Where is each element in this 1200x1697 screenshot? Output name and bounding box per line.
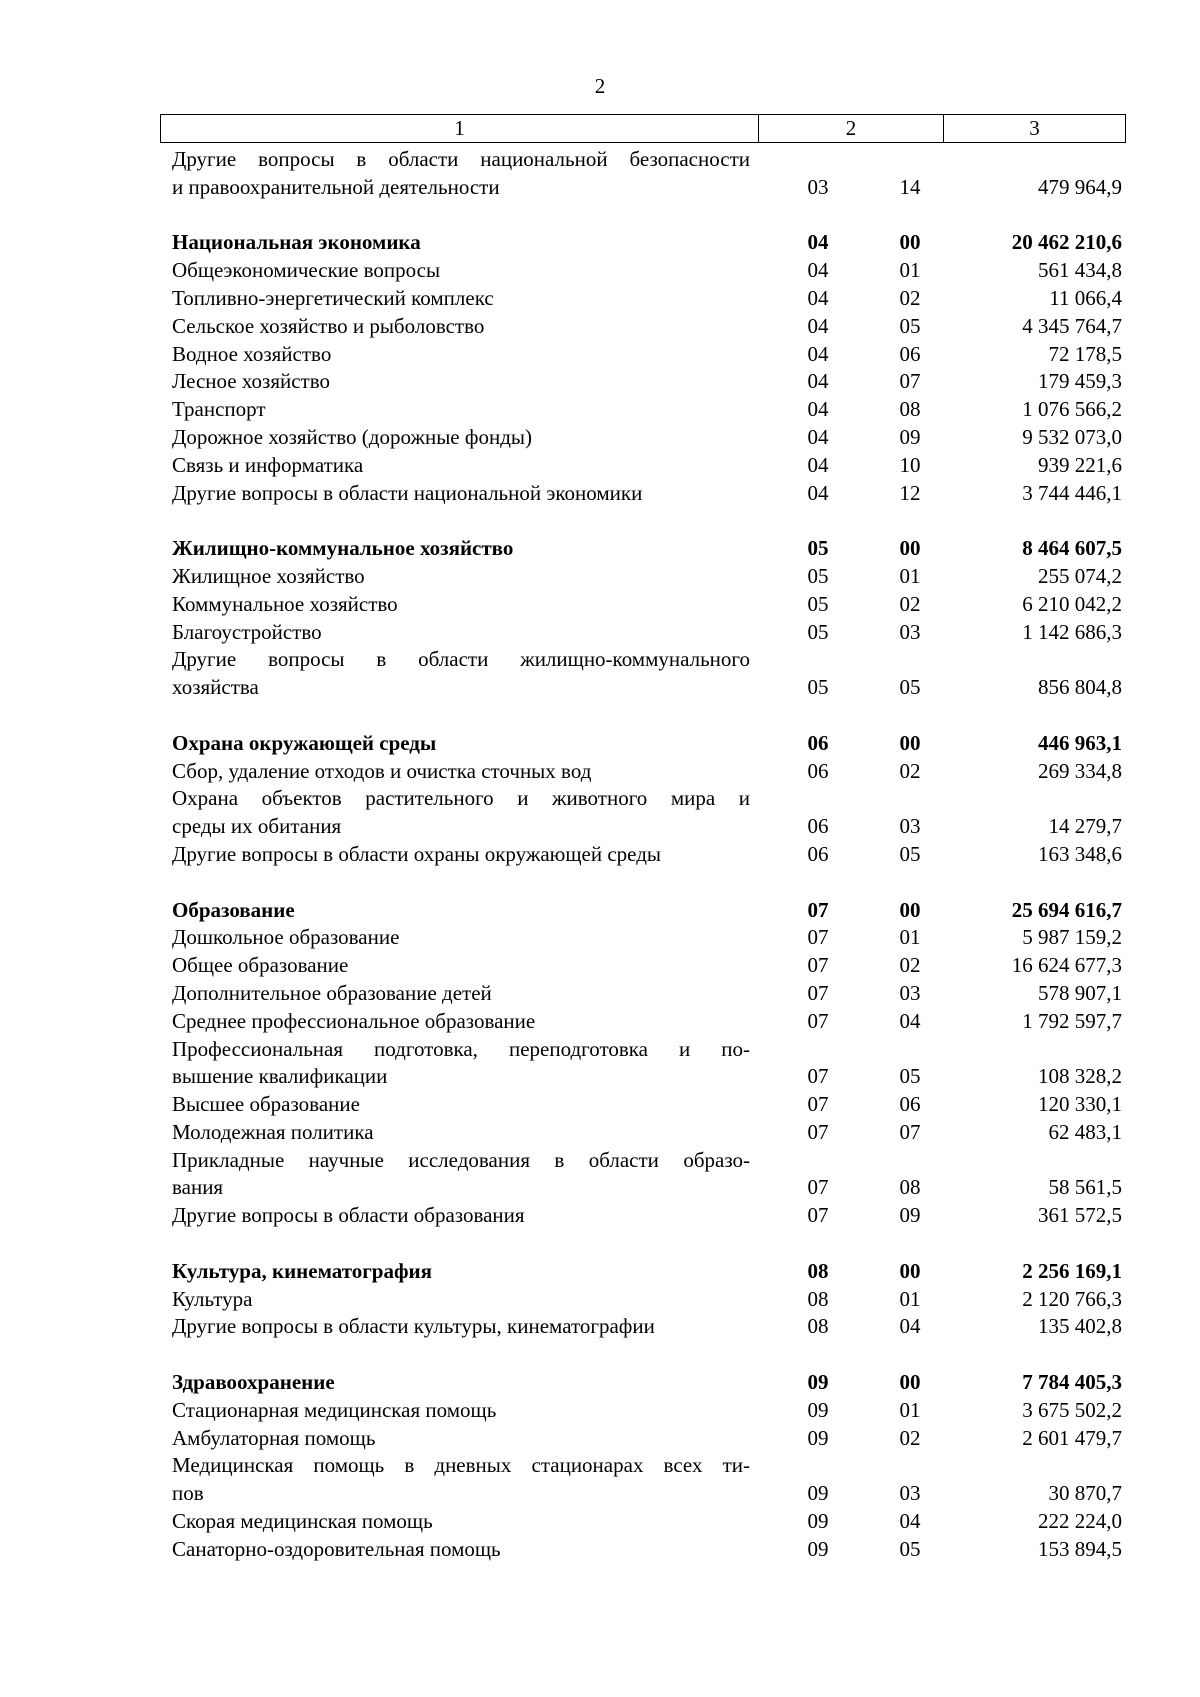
row-name-line: Топливно-энергетический комплекс xyxy=(172,285,494,310)
row-name-line: хозяйства xyxy=(172,675,259,700)
row-amount: 153 894,5 xyxy=(1038,1536,1122,1561)
section-row xyxy=(172,897,1122,925)
row-subsection-code: 00 xyxy=(899,1258,921,1283)
section-row xyxy=(172,1369,1122,1397)
row-section-code: 04 xyxy=(807,313,829,338)
row-subsection-code: 08 xyxy=(899,1175,921,1200)
row-amount: 20 462 210,6 xyxy=(1011,230,1122,255)
page-number: 2 xyxy=(594,74,606,98)
row-subsection-code: 02 xyxy=(899,758,921,783)
row-name-line: Дошкольное образование xyxy=(172,925,400,950)
row-section-code: 04 xyxy=(807,285,829,310)
row-subsection-code: 06 xyxy=(899,1092,921,1117)
row-name-line: Национальная экономика xyxy=(172,230,421,255)
row-amount: 6 210 042,2 xyxy=(1022,591,1122,616)
row-name-line: Охрана объектов растительного и животного мира и xyxy=(172,786,750,811)
row-amount: 269 334,8 xyxy=(1038,758,1122,783)
row-name-line: Здравоохранение xyxy=(172,1370,335,1395)
row-subsection-code: 07 xyxy=(899,369,921,394)
row-subsection-code: 03 xyxy=(899,980,921,1005)
row-name-line: Связь и информатика xyxy=(172,452,364,477)
row-amount: 9 532 073,0 xyxy=(1022,424,1122,449)
row-name-line: Культура, кинематография xyxy=(172,1258,432,1283)
row-section-code: 04 xyxy=(807,452,829,477)
row-name xyxy=(172,1452,750,1508)
table-row xyxy=(172,1202,1122,1230)
row-name-line: Транспорт xyxy=(172,397,266,422)
row-section-code: 07 xyxy=(807,1203,829,1228)
row-name-line: пов xyxy=(172,1481,204,1506)
table-row xyxy=(172,146,1122,202)
row-subsection-code: 14 xyxy=(899,174,921,199)
row-subsection-code: 05 xyxy=(899,1064,921,1089)
row-section-code: 04 xyxy=(807,230,829,255)
row-subsection-code: 01 xyxy=(899,563,921,588)
row-name xyxy=(172,841,750,869)
row-name-line: Дорожное хозяйство (дорожные фонды) xyxy=(172,424,533,449)
row-name xyxy=(172,1536,750,1564)
row-subsection-code: 02 xyxy=(899,285,921,310)
table-row xyxy=(172,563,1122,591)
row-name xyxy=(172,452,750,480)
table-row xyxy=(172,313,1122,341)
row-section-code: 09 xyxy=(807,1481,829,1506)
table-row xyxy=(172,368,1122,396)
row-section-code: 05 xyxy=(807,591,829,616)
row-section-code: 05 xyxy=(807,536,829,561)
section-row xyxy=(172,229,1122,257)
row-name-line: Другие вопросы в области образования xyxy=(172,1203,525,1228)
row-name-line: Лесное хозяйство xyxy=(172,369,330,394)
row-name-line: Жилищное хозяйство xyxy=(172,563,365,588)
row-subsection-code: 08 xyxy=(899,397,921,422)
row-subsection-code: 01 xyxy=(899,258,921,283)
row-amount: 255 074,2 xyxy=(1038,563,1122,588)
table-row xyxy=(172,952,1122,980)
row-section-code: 04 xyxy=(807,369,829,394)
row-name-line: Водное хозяйство xyxy=(172,341,332,366)
table-row xyxy=(172,1425,1122,1453)
table-row xyxy=(172,257,1122,285)
row-subsection-code: 02 xyxy=(899,591,921,616)
row-amount: 11 066,4 xyxy=(1049,285,1122,310)
row-name-line: Высшее образование xyxy=(172,1092,360,1117)
row-amount: 30 870,7 xyxy=(1048,1481,1122,1506)
row-amount: 2 120 766,3 xyxy=(1022,1286,1122,1311)
table-row xyxy=(172,1147,1122,1203)
row-amount: 4 345 764,7 xyxy=(1022,313,1122,338)
row-amount: 163 348,6 xyxy=(1038,841,1122,866)
row-section-code: 09 xyxy=(807,1370,829,1395)
row-amount: 72 178,5 xyxy=(1048,341,1122,366)
row-section-code: 05 xyxy=(807,563,829,588)
row-name xyxy=(172,1508,750,1536)
row-name xyxy=(172,730,750,758)
row-amount: 3 675 502,2 xyxy=(1022,1397,1122,1422)
row-subsection-code: 05 xyxy=(899,313,921,338)
row-name-line: Дополнительное образование детей xyxy=(172,980,492,1005)
row-name xyxy=(172,1119,750,1147)
row-section-code: 06 xyxy=(807,814,829,839)
row-section-code: 07 xyxy=(807,925,829,950)
table-row xyxy=(172,646,1122,702)
row-subsection-code: 05 xyxy=(899,841,921,866)
row-spacer xyxy=(172,869,1122,897)
row-name xyxy=(172,952,750,980)
table-row xyxy=(172,1313,1122,1341)
row-section-code: 07 xyxy=(807,1092,829,1117)
row-subsection-code: 05 xyxy=(899,675,921,700)
row-section-code: 08 xyxy=(807,1314,829,1339)
row-name-line: Благоустройство xyxy=(172,619,322,644)
row-name-line: Другие вопросы в области жилищно-коммунального xyxy=(172,647,750,672)
row-name xyxy=(172,285,750,313)
row-amount: 58 561,5 xyxy=(1048,1175,1122,1200)
row-name xyxy=(172,1202,750,1230)
row-subsection-code: 01 xyxy=(899,925,921,950)
row-name xyxy=(172,396,750,424)
row-subsection-code: 03 xyxy=(899,814,921,839)
row-subsection-code: 02 xyxy=(899,1425,921,1450)
budget-table-body xyxy=(172,146,1122,1564)
row-subsection-code: 09 xyxy=(899,424,921,449)
row-name xyxy=(172,313,750,341)
row-name-line: Медицинская помощь в дневных стационарах всех ти- xyxy=(172,1453,750,1478)
row-name-line: среды их обитания xyxy=(172,814,342,839)
row-section-code: 04 xyxy=(807,480,829,505)
row-amount: 16 624 677,3 xyxy=(1011,953,1122,978)
table-row xyxy=(172,1119,1122,1147)
row-name-line: Образование xyxy=(172,897,295,922)
row-section-code: 09 xyxy=(807,1509,829,1534)
row-subsection-code: 00 xyxy=(899,730,921,755)
row-amount: 179 459,3 xyxy=(1038,369,1122,394)
row-name-line: Общее образование xyxy=(172,953,349,978)
row-section-code: 06 xyxy=(807,730,829,755)
row-name xyxy=(172,368,750,396)
row-section-code: 07 xyxy=(807,897,829,922)
table-row xyxy=(172,1536,1122,1564)
row-name-line: Сельское хозяйство и рыболовство xyxy=(172,313,485,338)
row-name-line: Сбор, удаление отходов и очистка сточных вод xyxy=(172,758,592,783)
row-name xyxy=(172,1091,750,1119)
row-name xyxy=(172,146,750,202)
row-amount: 222 224,0 xyxy=(1038,1509,1122,1534)
row-subsection-code: 03 xyxy=(899,619,921,644)
header-col-2: 2 xyxy=(759,115,944,142)
row-name-line: Скорая медицинская помощь xyxy=(172,1509,433,1534)
table-row xyxy=(172,1508,1122,1536)
row-subsection-code: 00 xyxy=(899,1370,921,1395)
row-section-code: 09 xyxy=(807,1536,829,1561)
row-amount: 1 142 686,3 xyxy=(1022,619,1122,644)
table-row xyxy=(172,1286,1122,1314)
row-subsection-code: 02 xyxy=(899,953,921,978)
section-row xyxy=(172,730,1122,758)
row-amount: 7 784 405,3 xyxy=(1022,1370,1122,1395)
row-section-code: 07 xyxy=(807,1175,829,1200)
row-name-line: Охрана окружающей среды xyxy=(172,730,437,755)
table-header xyxy=(160,114,1126,143)
row-section-code: 04 xyxy=(807,424,829,449)
row-subsection-code: 04 xyxy=(899,1509,921,1534)
row-section-code: 09 xyxy=(807,1397,829,1422)
row-name-line: Санаторно-оздоровительная помощь xyxy=(172,1536,501,1561)
row-spacer xyxy=(172,702,1122,730)
row-subsection-code: 04 xyxy=(899,1008,921,1033)
row-section-code: 07 xyxy=(807,1064,829,1089)
row-name xyxy=(172,1313,750,1341)
table-row xyxy=(172,341,1122,369)
row-amount: 561 434,8 xyxy=(1038,258,1122,283)
row-name xyxy=(172,424,750,452)
row-subsection-code: 06 xyxy=(899,341,921,366)
row-subsection-code: 00 xyxy=(899,897,921,922)
row-name xyxy=(172,758,750,786)
row-section-code: 05 xyxy=(807,619,829,644)
row-section-code: 03 xyxy=(807,174,829,199)
header-col-1: 1 xyxy=(161,115,759,142)
table-row xyxy=(172,480,1122,508)
row-subsection-code: 04 xyxy=(899,1314,921,1339)
row-amount: 120 330,1 xyxy=(1038,1092,1122,1117)
row-name-line: вышение квалификации xyxy=(172,1064,388,1089)
row-spacer xyxy=(172,202,1122,230)
row-section-code: 05 xyxy=(807,675,829,700)
row-section-code: 09 xyxy=(807,1425,829,1450)
table-row xyxy=(172,1036,1122,1092)
row-name-line: Другие вопросы в области национальной безопасности xyxy=(172,147,750,171)
row-name-line: Общеэкономические вопросы xyxy=(172,258,441,283)
row-amount: 8 464 607,5 xyxy=(1022,536,1122,561)
row-name-line: Профессиональная подготовка, переподготовка и по- xyxy=(172,1036,750,1061)
row-section-code: 07 xyxy=(807,980,829,1005)
row-name xyxy=(172,1369,750,1397)
section-row xyxy=(172,1258,1122,1286)
table-row xyxy=(172,396,1122,424)
row-name xyxy=(172,1397,750,1425)
row-subsection-code: 00 xyxy=(899,536,921,561)
row-name xyxy=(172,785,750,841)
row-amount: 361 572,5 xyxy=(1038,1203,1122,1228)
row-subsection-code: 05 xyxy=(899,1536,921,1561)
row-amount: 108 328,2 xyxy=(1038,1064,1122,1089)
row-subsection-code: 01 xyxy=(899,1286,921,1311)
row-section-code: 07 xyxy=(807,1119,829,1144)
table-row xyxy=(172,924,1122,952)
row-name xyxy=(172,1258,750,1286)
table-row xyxy=(172,591,1122,619)
row-name-line: и правоохранительной деятельности xyxy=(172,174,500,199)
row-name-line: Жилищно-коммунальное хозяйство xyxy=(172,536,514,561)
row-name-line: Другие вопросы в области охраны окружающей среды xyxy=(172,841,661,866)
row-amount: 135 402,8 xyxy=(1038,1314,1122,1339)
row-spacer xyxy=(172,1341,1122,1369)
row-amount: 939 221,6 xyxy=(1038,452,1122,477)
row-subsection-code: 03 xyxy=(899,1481,921,1506)
row-name xyxy=(172,1036,750,1092)
row-name xyxy=(172,480,750,508)
row-amount: 446 963,1 xyxy=(1038,730,1122,755)
row-name xyxy=(172,535,750,563)
row-spacer xyxy=(172,1230,1122,1258)
row-name-line: Культура xyxy=(172,1286,253,1311)
table-row xyxy=(172,1008,1122,1036)
row-name xyxy=(172,1008,750,1036)
table-row xyxy=(172,1091,1122,1119)
row-amount: 25 694 616,7 xyxy=(1011,897,1122,922)
table-row xyxy=(172,619,1122,647)
row-section-code: 07 xyxy=(807,1008,829,1033)
row-name xyxy=(172,1147,750,1203)
row-name-line: Среднее профессиональное образование xyxy=(172,1008,536,1033)
row-name xyxy=(172,1425,750,1453)
header-col-3: 3 xyxy=(1029,116,1040,140)
row-name xyxy=(172,897,750,925)
row-name-line: Другие вопросы в области национальной экономики xyxy=(172,480,643,505)
row-name xyxy=(172,646,750,702)
row-name xyxy=(172,257,750,285)
row-amount: 1 076 566,2 xyxy=(1022,397,1122,422)
row-name-line: вания xyxy=(172,1175,224,1200)
row-name xyxy=(172,980,750,1008)
row-section-code: 06 xyxy=(807,841,829,866)
table-row xyxy=(172,1452,1122,1508)
table-row xyxy=(172,424,1122,452)
row-amount: 1 792 597,7 xyxy=(1022,1008,1122,1033)
row-name xyxy=(172,924,750,952)
table-row xyxy=(172,285,1122,313)
row-name xyxy=(172,1286,750,1314)
table-row xyxy=(172,980,1122,1008)
row-amount: 856 804,8 xyxy=(1038,675,1122,700)
row-amount: 5 987 159,2 xyxy=(1022,925,1122,950)
row-subsection-code: 10 xyxy=(899,452,921,477)
row-amount: 14 279,7 xyxy=(1048,814,1122,839)
row-section-code: 06 xyxy=(807,758,829,783)
row-name xyxy=(172,229,750,257)
row-amount: 62 483,1 xyxy=(1048,1119,1122,1144)
row-amount: 479 964,9 xyxy=(1038,174,1122,199)
row-subsection-code: 12 xyxy=(899,480,921,505)
row-amount: 2 256 169,1 xyxy=(1022,1258,1122,1283)
row-section-code: 04 xyxy=(807,341,829,366)
table-row xyxy=(172,841,1122,869)
section-row xyxy=(172,535,1122,563)
table-row xyxy=(172,452,1122,480)
row-name xyxy=(172,563,750,591)
row-section-code: 08 xyxy=(807,1258,829,1283)
row-subsection-code: 07 xyxy=(899,1119,921,1144)
table-row xyxy=(172,1397,1122,1425)
row-section-code: 04 xyxy=(807,397,829,422)
table-row xyxy=(172,758,1122,786)
row-amount: 3 744 446,1 xyxy=(1022,480,1122,505)
row-subsection-code: 01 xyxy=(899,1397,921,1422)
row-name-line: Прикладные научные исследования в области образо- xyxy=(172,1147,750,1172)
row-name-line: Стационарная медицинская помощь xyxy=(172,1397,497,1422)
row-section-code: 04 xyxy=(807,258,829,283)
row-subsection-code: 09 xyxy=(899,1203,921,1228)
row-name-line: Другие вопросы в области культуры, кинематографии xyxy=(172,1314,655,1339)
table-row xyxy=(172,785,1122,841)
row-section-code: 07 xyxy=(807,953,829,978)
row-amount: 578 907,1 xyxy=(1038,980,1122,1005)
row-name-line: Молодежная политика xyxy=(172,1119,374,1144)
row-section-code: 08 xyxy=(807,1286,829,1311)
row-name-line: Амбулаторная помощь xyxy=(172,1425,376,1450)
row-subsection-code: 00 xyxy=(899,230,921,255)
row-name xyxy=(172,591,750,619)
row-name xyxy=(172,619,750,647)
row-name xyxy=(172,341,750,369)
row-amount: 2 601 479,7 xyxy=(1022,1425,1122,1450)
row-spacer xyxy=(172,507,1122,535)
row-name-line: Коммунальное хозяйство xyxy=(172,591,398,616)
